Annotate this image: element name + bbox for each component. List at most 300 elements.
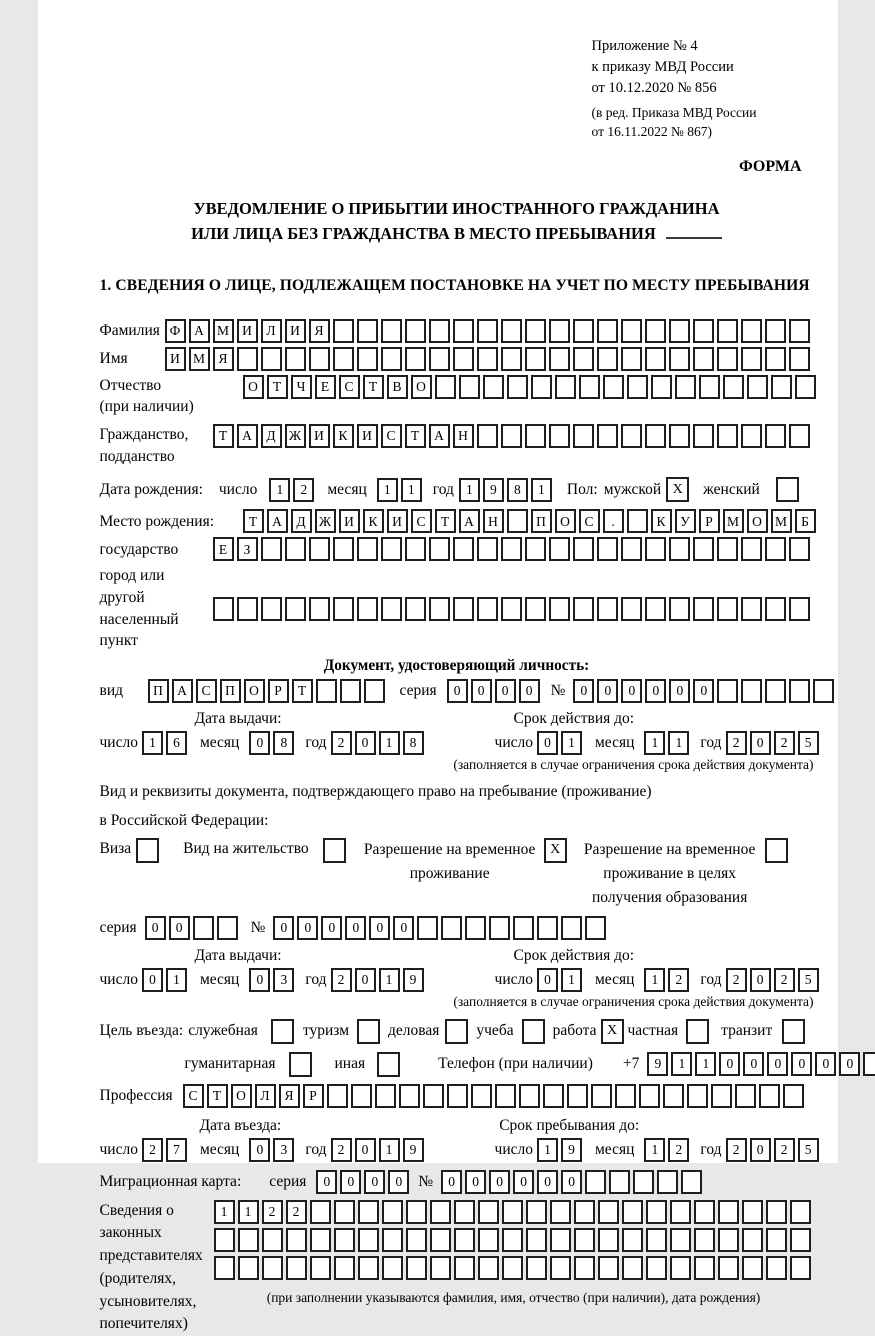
char-cell: 0 [537,1170,558,1194]
birth-day-grid [269,478,317,502]
female-label: женский [703,481,760,499]
edu-permit-label: Разрешение на временное проживание в целях получения образования [583,840,756,906]
surname-row [100,319,814,343]
char-cell: 1 [379,968,400,992]
char-cell [549,424,570,448]
char-cell: С [339,375,360,399]
char-cell [597,424,618,448]
purpose-study-label: учеба [476,1022,514,1040]
char-cell: К [333,424,354,448]
char-cell [310,1228,331,1252]
char-cell [334,1256,355,1280]
char-cell [477,597,498,621]
char-cell [621,597,642,621]
char-cell [735,1084,756,1108]
char-cell: У [675,509,696,533]
char-cell: 2 [668,1138,689,1162]
char-cell [193,916,214,940]
char-cell [501,319,522,343]
char-cell [573,597,594,621]
char-cell: 2 [726,731,747,755]
char-cell [381,537,402,561]
purpose-transit-checkbox [782,1019,805,1044]
char-cell: П [148,679,169,703]
char-cell: 8 [507,478,528,502]
char-cell [717,424,738,448]
char-cell [574,1256,595,1280]
char-cell [405,347,426,371]
char-cell [333,319,354,343]
char-cell [645,347,666,371]
phone-prefix: +7 [622,1055,640,1073]
char-cell: 2 [726,1138,747,1162]
year-label: год [700,1140,722,1158]
char-cell: 0 [273,916,294,940]
entry-date-headings [100,1117,814,1135]
title-blank-line [666,222,722,239]
char-cell [502,1228,523,1252]
page-title [100,196,814,247]
month-label: месяц [595,1140,635,1158]
year-label: год [700,970,722,988]
char-cell: С [579,509,600,533]
entry-date-heading: Дата въезда: [199,1116,282,1134]
char-cell [863,1052,875,1076]
char-cell [309,597,330,621]
char-cell [741,597,762,621]
doc-kind-label: вид [99,682,123,700]
char-cell: В [387,375,408,399]
char-cell [742,1228,763,1252]
char-cell [213,597,234,621]
char-cell: 0 [791,1052,812,1076]
char-cell [429,597,450,621]
purpose-humanitarian-label: гуманитарная [184,1055,276,1073]
char-cell [693,537,714,561]
surname-grid [165,319,813,343]
char-cell: 2 [331,968,352,992]
char-cell [430,1228,451,1252]
char-cell: 6 [166,731,187,755]
char-cell [550,1256,571,1280]
residence-date-headings [100,947,814,965]
id-valid-day-grid [537,731,585,755]
entry-dates-row [100,1138,814,1162]
name-row [100,347,814,371]
char-cell: 1 [166,968,187,992]
char-cell: Л [255,1084,276,1108]
id-issue-month-grid [249,731,297,755]
char-cell [501,347,522,371]
char-cell [351,1084,372,1108]
char-cell [549,537,570,561]
char-cell: П [531,509,552,533]
char-cell: Ж [315,509,336,533]
char-cell: Р [303,1084,324,1108]
char-cell: 0 [465,1170,486,1194]
birth-place-row3 [100,565,814,652]
res-series-grid [145,916,241,940]
char-cell [675,375,696,399]
char-cell: 1 [401,478,422,502]
edu-permit-checkbox [765,838,788,863]
char-cell [358,1200,379,1224]
char-cell [399,1084,420,1108]
char-cell: 5 [798,1138,819,1162]
char-cell [214,1256,235,1280]
char-cell [316,679,337,703]
month-label: месяц [199,970,240,988]
char-cell [489,916,510,940]
char-cell [340,679,361,703]
char-cell [574,1200,595,1224]
char-cell [789,347,810,371]
char-cell [429,537,450,561]
temp-permit-checkbox [544,838,567,863]
char-cell [622,1256,643,1280]
char-cell [543,1084,564,1108]
char-cell [573,347,594,371]
birth-place-grid1 [243,509,819,533]
male-checkbox [666,477,689,502]
char-cell [286,1256,307,1280]
appendix-line: от 10.12.2020 № 856 [591,79,717,96]
char-cell: 2 [331,731,352,755]
purpose-tourism-checkbox [357,1019,380,1044]
char-cell [789,597,810,621]
stay-until-heading: Срок пребывания до: [499,1116,640,1134]
char-cell: К [651,509,672,533]
doc-number-grid [573,679,837,703]
char-cell [357,1019,380,1044]
char-cell [718,1256,739,1280]
mig-series-grid [316,1170,412,1194]
char-cell [453,537,474,561]
purpose-work-label: работа [552,1022,597,1040]
char-cell [334,1200,355,1224]
identity-dates-row [100,731,814,755]
residence-dates-row [100,968,814,992]
char-cell [657,1170,678,1194]
char-cell [645,424,666,448]
char-cell: 0 [355,731,376,755]
char-cell: Т [405,424,426,448]
char-cell: Д [261,424,282,448]
char-cell [747,375,768,399]
char-cell: И [237,319,258,343]
birth-place-state-label: государство [99,540,179,558]
char-cell [789,679,810,703]
char-cell [622,1228,643,1252]
char-cell [375,1084,396,1108]
year-label: год [432,481,454,499]
char-cell [766,1228,787,1252]
appendix-block [592,36,814,142]
char-cell [237,597,258,621]
char-cell: 2 [774,731,795,755]
char-cell: М [723,509,744,533]
char-cell [723,375,744,399]
mig-series-label: серия [269,1172,307,1190]
char-cell: 1 [379,731,400,755]
char-cell [574,1228,595,1252]
char-cell [633,1170,654,1194]
char-cell [289,1052,312,1077]
char-cell: М [213,319,234,343]
char-cell [783,1084,804,1108]
char-cell: 2 [774,1138,795,1162]
char-cell [501,597,522,621]
char-cell: 0 [537,731,558,755]
char-cell: 1 [644,968,665,992]
res-valid-month-grid [644,968,692,992]
char-cell: 0 [519,679,540,703]
char-cell [789,537,810,561]
char-cell [646,1256,667,1280]
char-cell: 8 [403,731,424,755]
char-cell: 0 [597,679,618,703]
char-cell [238,1228,259,1252]
char-cell [377,1052,400,1077]
char-cell [765,597,786,621]
char-cell: Я [213,347,234,371]
day-label: число [494,1140,533,1158]
char-cell [598,1200,619,1224]
res-number-grid [273,916,609,940]
representatives-grid3 [214,1256,814,1280]
year-label: год [305,734,327,752]
char-cell: 9 [647,1052,668,1076]
char-cell: О [243,375,264,399]
char-cell: 1 [695,1052,716,1076]
profession-grid [183,1084,807,1108]
char-cell [622,1200,643,1224]
char-cell: Я [279,1084,300,1108]
char-cell: 2 [668,968,689,992]
char-cell [471,1084,492,1108]
id-valid-month-grid [644,731,692,755]
char-cell [382,1200,403,1224]
char-cell: А [459,509,480,533]
id-issue-day-grid [142,731,190,755]
char-cell [639,1084,660,1108]
month-label: месяц [199,1140,240,1158]
residence-doc-line1: Вид и реквизиты документа, подтверждающего право на пребывание (проживание) [99,783,652,801]
char-cell [766,1256,787,1280]
char-cell [405,537,426,561]
char-cell: 0 [513,1170,534,1194]
char-cell [759,1084,780,1108]
char-cell [621,537,642,561]
char-cell: М [771,509,792,533]
char-cell [357,597,378,621]
char-cell: 1 [644,731,665,755]
identity-doc-row [100,679,814,703]
char-cell [285,537,306,561]
char-cell: С [411,509,432,533]
char-cell: 0 [364,1170,385,1194]
char-cell [645,597,666,621]
birth-place-grid3 [213,597,813,621]
char-cell [526,1200,547,1224]
char-cell: П [220,679,241,703]
char-cell: 0 [815,1052,836,1076]
res-issue-month-grid [249,968,297,992]
month-label: месяц [327,481,367,499]
char-cell [477,347,498,371]
char-cell [765,838,788,863]
char-cell [718,1228,739,1252]
char-cell: А [267,509,288,533]
purpose-business-label: служебная [188,1022,258,1040]
char-cell [286,1228,307,1252]
char-cell [717,537,738,561]
day-label: число [218,481,258,499]
char-cell [694,1228,715,1252]
char-cell: 0 [537,968,558,992]
char-cell [609,1170,630,1194]
birth-year-grid [459,478,555,502]
entry-day-grid [142,1138,190,1162]
char-cell: 2 [142,1138,163,1162]
char-cell [507,509,528,533]
patronymic-row [100,375,814,418]
char-cell: 0 [471,679,492,703]
char-cell: 1 [537,1138,558,1162]
char-cell [478,1256,499,1280]
char-cell [766,1200,787,1224]
char-cell [585,916,606,940]
visa-checkbox [136,838,159,863]
char-cell [795,375,816,399]
char-cell [537,916,558,940]
char-cell [507,375,528,399]
char-cell: 1 [561,968,582,992]
char-cell [357,319,378,343]
char-cell [550,1200,571,1224]
char-cell: Л [261,319,282,343]
char-cell: 5 [798,968,819,992]
char-cell [670,1256,691,1280]
char-cell [501,537,522,561]
char-cell [214,1228,235,1252]
phone-grid [647,1052,875,1076]
char-cell [567,1084,588,1108]
res-series-label: серия [99,918,137,936]
female-checkbox [776,477,799,502]
char-cell: Т [435,509,456,533]
char-cell [525,597,546,621]
purpose-business-checkbox [271,1019,294,1044]
char-cell: 2 [286,1200,307,1224]
char-cell [333,537,354,561]
birth-place-city-label: город или другой населенный пункт [99,567,179,650]
char-cell [741,679,762,703]
char-cell [765,319,786,343]
char-cell [430,1200,451,1224]
char-cell [645,319,666,343]
char-cell: 0 [388,1170,409,1194]
char-cell [358,1228,379,1252]
char-cell: З [237,537,258,561]
char-cell [579,375,600,399]
char-cell [669,319,690,343]
char-cell [627,375,648,399]
char-cell [261,597,282,621]
char-cell [717,319,738,343]
char-cell: К [363,509,384,533]
res-issue-day-grid [142,968,190,992]
char-cell: С [183,1084,204,1108]
char-cell [615,1084,636,1108]
char-cell [550,1228,571,1252]
representatives-note: (при заполнении указываются фамилия, имя, отчество (при наличии), дата рождения) [266,1289,761,1305]
char-cell [621,424,642,448]
char-cell [573,537,594,561]
char-cell [790,1200,811,1224]
purpose-transit-label: транзит [721,1022,773,1040]
char-cell [459,375,480,399]
surname-label: Фамилия [99,321,160,339]
day-label: число [99,970,138,988]
purpose-tourism-label: туризм [302,1022,350,1040]
char-cell [621,347,642,371]
char-cell: А [237,424,258,448]
char-cell: Я [309,319,330,343]
char-cell [693,347,714,371]
char-cell [742,1256,763,1280]
name-grid [165,347,813,371]
char-cell: 0 [169,916,190,940]
char-cell [381,347,402,371]
char-cell [454,1228,475,1252]
char-cell [333,597,354,621]
representatives-label: Сведения о законных представителях (родителях, усыновителях, попечителях) [99,1201,203,1333]
char-cell [358,1256,379,1280]
char-cell [262,1228,283,1252]
char-cell [357,537,378,561]
char-cell: 0 [767,1052,788,1076]
char-cell: 0 [621,679,642,703]
char-cell: 0 [249,1138,270,1162]
char-cell [445,1019,468,1044]
char-cell [687,1084,708,1108]
char-cell [453,347,474,371]
month-label: месяц [595,970,635,988]
residence-permit-label: Вид на жительство [183,839,309,857]
char-cell: 0 [316,1170,337,1194]
char-cell [423,1084,444,1108]
birth-place-grid2 [213,537,813,561]
citizenship-label: Гражданство, подданство [99,426,189,465]
char-cell: Ч [291,375,312,399]
char-cell: 0 [355,1138,376,1162]
char-cell [549,597,570,621]
title-line2: ИЛИ ЛИЦА БЕЗ ГРАЖДАНСТВА В МЕСТО ПРЕБЫВАНИЯ [100,221,814,247]
char-cell [309,537,330,561]
char-cell [790,1228,811,1252]
char-cell [237,347,258,371]
char-cell [447,1084,468,1108]
char-cell [646,1200,667,1224]
char-cell [549,319,570,343]
char-cell [789,424,810,448]
char-cell [323,838,346,863]
char-cell: М [189,347,210,371]
res-number-label: № [250,918,266,936]
char-cell: 0 [645,679,666,703]
char-cell [310,1256,331,1280]
